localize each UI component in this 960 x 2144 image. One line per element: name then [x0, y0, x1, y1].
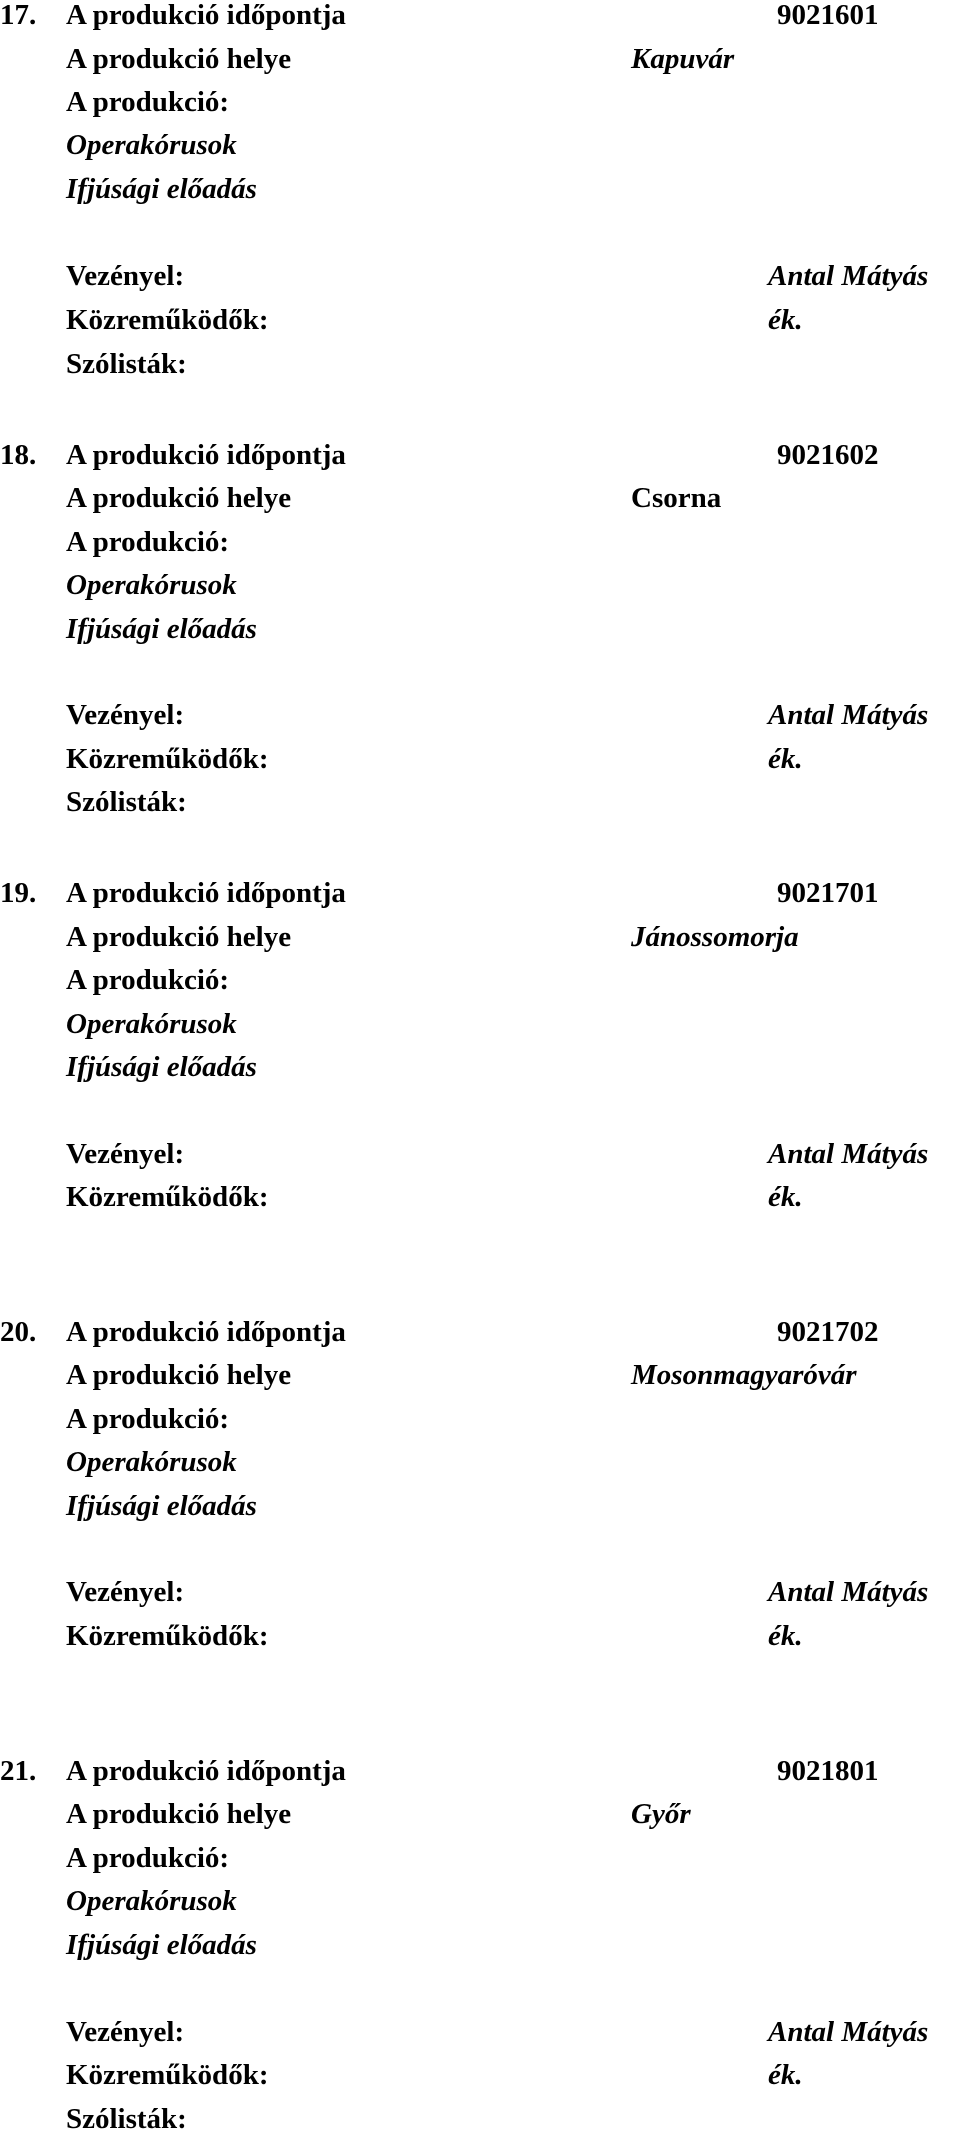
contributors-label: Közreműködők: [66, 304, 269, 336]
place-label: A produkció helye [66, 1359, 292, 1391]
production-subtitle: Ifjúsági előadás [66, 173, 257, 205]
place-label: A produkció helye [66, 921, 292, 953]
soloists-label: Szólisták: [66, 348, 187, 380]
place-value: Mosonmagyaróvár [631, 1359, 857, 1391]
contributors-value: ék. [768, 304, 803, 336]
entry-number: 19. [0, 877, 37, 909]
date-value: 9021602 [777, 439, 879, 471]
contributors-value: ék. [768, 1620, 803, 1652]
contributors-label: Közreműködők: [66, 1181, 269, 1213]
conductor-label: Vezényel: [66, 1138, 185, 1170]
contributors-label: Közreműködők: [66, 2059, 269, 2091]
date-value: 9021601 [777, 0, 879, 31]
production-subtitle: Ifjúsági előadás [66, 1490, 257, 1522]
place-value: Kapuvár [631, 43, 735, 75]
place-value: Jánossomorja [631, 921, 799, 953]
production-title: Operakórusok [66, 569, 237, 601]
production-label: A produkció: [66, 526, 230, 558]
date-label: A produkció időpontja [66, 439, 346, 471]
place-label: A produkció helye [66, 43, 292, 75]
date-label: A produkció időpontja [66, 1755, 346, 1787]
contributors-value: ék. [768, 1181, 803, 1213]
place-value: Csorna [631, 482, 722, 514]
production-title: Operakórusok [66, 1446, 237, 1478]
date-value: 9021801 [777, 1755, 879, 1787]
contributors-value: ék. [768, 743, 803, 775]
production-label: A produkció: [66, 1403, 230, 1435]
conductor-label: Vezényel: [66, 2016, 185, 2048]
place-value: Győr [631, 1798, 691, 1830]
entry-number: 17. [0, 0, 37, 31]
production-subtitle: Ifjúsági előadás [66, 1929, 257, 1961]
production-subtitle: Ifjúsági előadás [66, 613, 257, 645]
date-label: A produkció időpontja [66, 1316, 346, 1348]
production-title: Operakórusok [66, 1885, 237, 1917]
date-value: 9021701 [777, 877, 879, 909]
contributors-value: ék. [768, 2059, 803, 2091]
entry-number: 20. [0, 1316, 37, 1348]
conductor-value: Antal Mátyás [768, 260, 929, 292]
soloists-label: Szólisták: [66, 786, 187, 818]
production-label: A produkció: [66, 1842, 230, 1874]
contributors-label: Közreműködők: [66, 1620, 269, 1652]
conductor-label: Vezényel: [66, 260, 185, 292]
date-label: A produkció időpontja [66, 0, 346, 31]
date-value: 9021702 [777, 1316, 879, 1348]
contributors-label: Közreműködők: [66, 743, 269, 775]
conductor-value: Antal Mátyás [768, 699, 929, 731]
entry-number: 18. [0, 439, 37, 471]
production-subtitle: Ifjúsági előadás [66, 1051, 257, 1083]
conductor-value: Antal Mátyás [768, 1576, 929, 1608]
conductor-value: Antal Mátyás [768, 2016, 929, 2048]
date-label: A produkció időpontja [66, 877, 346, 909]
production-title: Operakórusok [66, 1008, 237, 1040]
entry-number: 21. [0, 1755, 37, 1787]
place-label: A produkció helye [66, 482, 292, 514]
conductor-label: Vezényel: [66, 1576, 185, 1608]
production-title: Operakórusok [66, 129, 237, 161]
soloists-label: Szólisták: [66, 2103, 187, 2135]
conductor-value: Antal Mátyás [768, 1138, 929, 1170]
conductor-label: Vezényel: [66, 699, 185, 731]
place-label: A produkció helye [66, 1798, 292, 1830]
production-label: A produkció: [66, 964, 230, 996]
production-label: A produkció: [66, 86, 230, 118]
